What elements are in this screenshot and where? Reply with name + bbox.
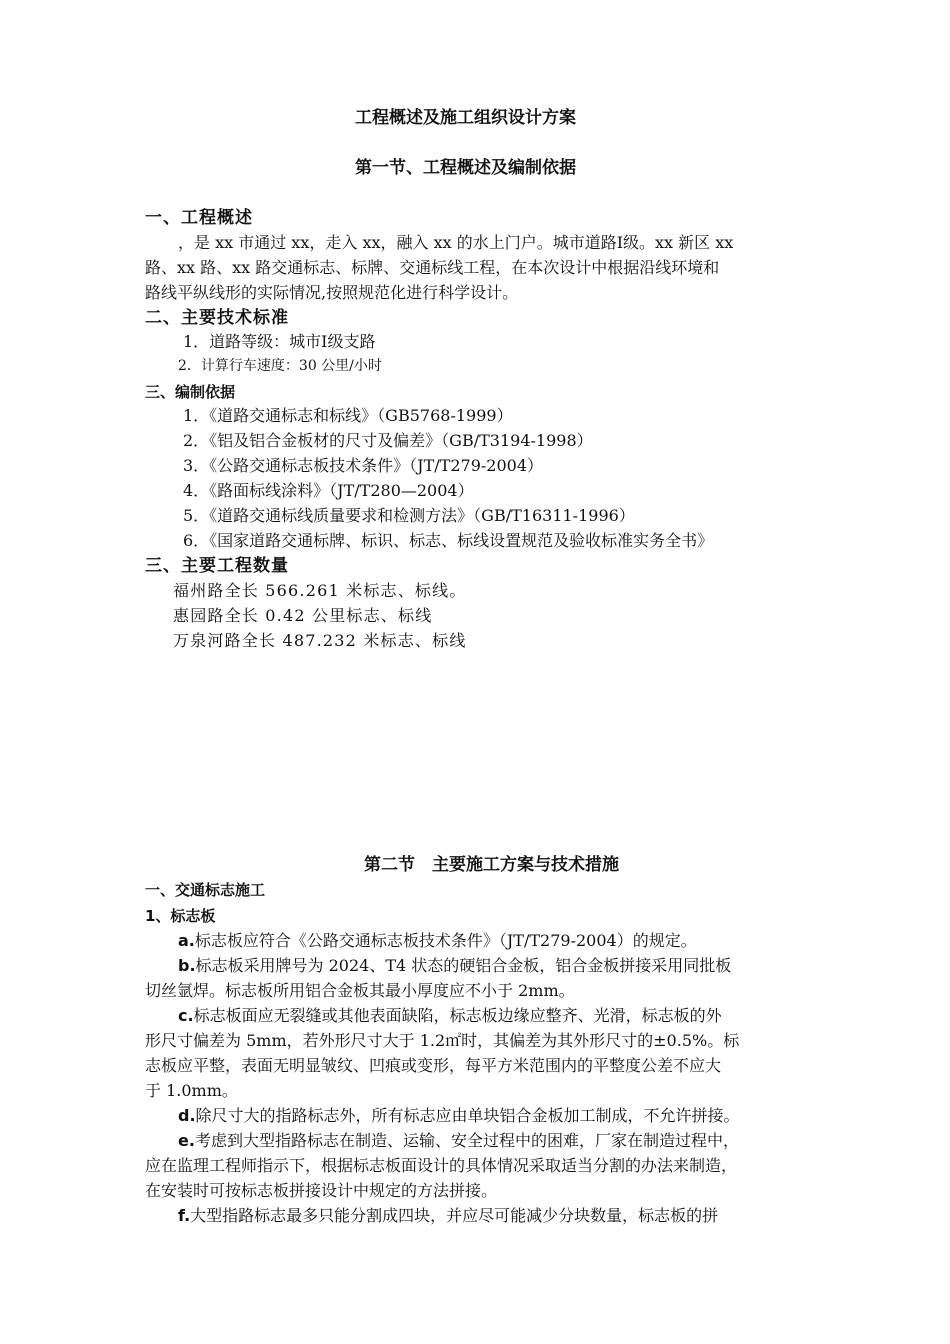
paragraph-line: a.标志板应符合《公路交通标志板技术条件》（JT/T279-2004）的规定。 [178, 931, 697, 950]
paragraph-line: 在安装时可按标志板拼接设计中规定的方法拼接。 [145, 1181, 498, 1200]
quantity-item: 万泉河路全长 487.232 米标志、标线 [173, 631, 467, 650]
paragraph-line: d.除尺寸大的指路标志外，所有标志应由单块铝合金板加工制成，不允许拼接。 [178, 1106, 740, 1125]
paragraph-line: c.标志板面应无裂缝或其他表面缺陷，标志板边缘应整齐、光滑，标志板的外 [178, 1006, 722, 1025]
basis-heading: 三、编制依据 [145, 383, 236, 401]
standards-heading: 二、主要技术标准 [145, 308, 289, 328]
basis-item: 3．《公路交通标志板技术条件》（JT/T279-2004） [183, 456, 543, 475]
section2-heading: 第二节 主要施工方案与技术措施 [364, 855, 619, 875]
basis-item: 4．《路面标线涂料》（JT/T280—2004） [183, 481, 474, 500]
paragraph-label: a. [178, 931, 195, 950]
basis-item: 2．《铝及铝合金板材的尺寸及偏差》（GB/T3194-1998） [183, 431, 593, 450]
document-title: 工程概述及施工组织设计方案 [355, 108, 576, 128]
overview-heading: 一、工程概述 [145, 208, 253, 228]
quantities-heading: 三、主要工程数量 [145, 556, 289, 576]
overview-line: 路线平纵线形的实际情况,按照规范化进行科学设计。 [145, 283, 519, 302]
paragraph-line: 形尺寸偏差为 5mm，若外形尺寸大于 1.2㎡时，其偏差为其外形尺寸的±0.5%。标 [145, 1031, 740, 1050]
quantity-item: 惠园路全长 0.42 公里标志、标线 [173, 606, 433, 625]
paragraph-line: b.标志板采用牌号为 2024、T4 状态的硬铝合金板，铝合金板拼接采用同批板 [178, 956, 732, 975]
basis-item: 1．《道路交通标志和标线》（GB5768-1999） [183, 406, 513, 425]
paragraph-label: c. [178, 1006, 194, 1025]
paragraph-label: b. [178, 956, 196, 975]
paragraph-line: 应在监理工程师指示下，根据标志板面设计的具体情况采取适当分割的办法来制造， [145, 1156, 738, 1175]
basis-item: 6．《国家道路交通标牌、标识、标志、标线设置规范及验收标准实务全书》 [183, 531, 714, 550]
paragraph-label: e. [178, 1131, 195, 1150]
paragraph-line: 于 1.0mm。 [145, 1081, 238, 1100]
quantity-item: 福州路全长 566.261 米标志、标线。 [173, 581, 467, 600]
section2-subheading: 一、交通标志施工 [145, 881, 266, 899]
paragraph-line: 切丝氩焊。标志板所用铝合金板其最小厚度应不小于 2mm。 [145, 981, 575, 1000]
paragraph-line: e.考虑到大型指路标志在制造、运输、安全过程中的困难，厂家在制造过程中， [178, 1131, 739, 1150]
standards-item: 1．道路等级：城市Ⅰ级支路 [183, 332, 376, 351]
paragraph-line: 志板应平整，表面无明显皱纹、凹痕或变形，每平方米范围内的平整度公差不应大 [145, 1056, 722, 1075]
paragraph-label: d. [178, 1106, 196, 1125]
overview-line: ，是 xx 市通过 xx，走入 xx，融入 xx 的水上门户。城市道路Ⅰ级。xx 新区 xx [178, 233, 734, 252]
overview-line: 路、xx 路、xx 路交通标志、标牌、交通标线工程，在本次设计中根据沿线环境和 [145, 258, 720, 277]
section1-heading: 第一节、工程概述及编制依据 [355, 158, 576, 178]
paragraph-label: f. [178, 1206, 191, 1225]
standards-item: 2．计算行车速度：30 公里/小时 [178, 358, 382, 374]
basis-item: 5．《道路交通标线质量要求和检测方法》（GB/T16311-1996） [183, 506, 635, 525]
section2-subheading: 1、标志板 [145, 907, 216, 925]
paragraph-line: f.大型指路标志最多只能分割成四块，并应尽可能减少分块数量，标志板的拼 [178, 1206, 719, 1225]
